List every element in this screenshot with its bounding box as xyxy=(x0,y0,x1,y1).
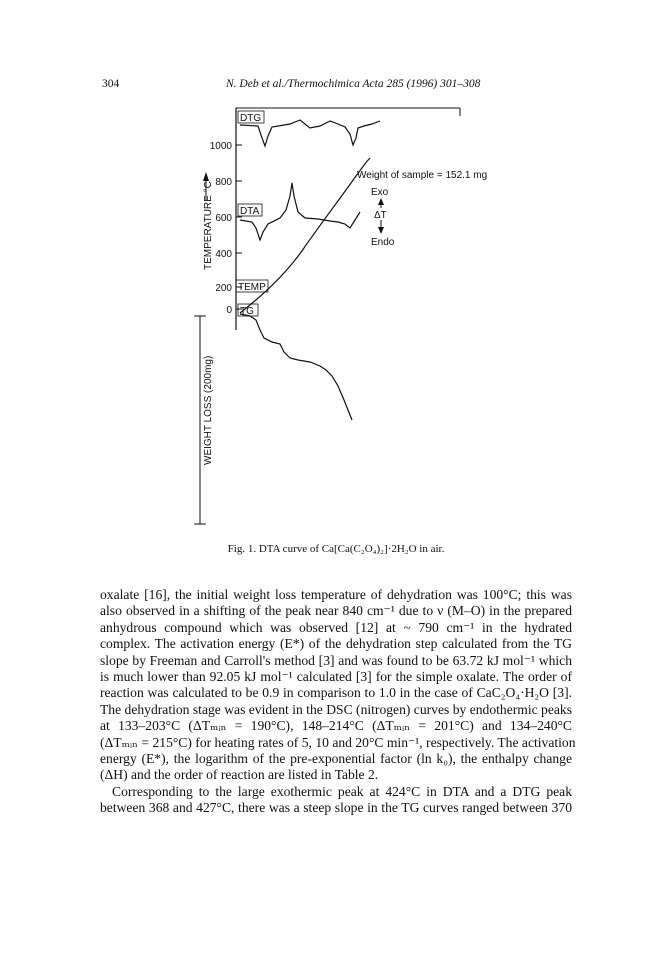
delta-t-arrow-up xyxy=(378,198,384,205)
page-number: 304 xyxy=(102,78,120,90)
body-line-6: is much lower than 92.05 kJ mol⁻¹ calculated [3] for the simple oxalate. The order of xyxy=(100,669,572,685)
endo-label: Endo xyxy=(371,237,395,248)
temperature-axis-title: TEMPERATURE °C xyxy=(203,181,214,270)
dta-label: DTA xyxy=(240,206,260,217)
body-line-8: The dehydration stage was evident in the DSC (nitrogen) curves by endothermic peaks xyxy=(100,701,572,717)
body-line-5: slope by Freeman and Carroll's method [3] and was found to be 63.72 kJ mol⁻¹ which xyxy=(100,652,572,668)
sample-weight-annotation: Weight of sample = 152.1 mg xyxy=(357,170,488,181)
body-text xyxy=(100,587,576,817)
body-line-14: between 368 and 427°C, there was a steep slope in the TG curves ranged between 370 xyxy=(100,800,572,816)
body-line-1: oxalate [16], the initial weight loss temperature of dehydration was 100°C; this was xyxy=(100,587,572,602)
tick-label-1000: 1000 xyxy=(209,141,232,152)
body-line-10: (ΔTₘᵢₙ = 215°C) for heating rates of 5, 10 and 20°C min⁻¹, respectively. The activation xyxy=(100,734,576,750)
exo-label: Exo xyxy=(371,187,389,198)
delta-t-arrow-down xyxy=(378,227,384,234)
body-line-3: anhydrous compound which was observed [12] at ~ 790 cm⁻¹ in the hydrated xyxy=(100,619,572,635)
weight-loss-axis-title: WEIGHT LOSS (200mg) xyxy=(203,355,214,465)
temp-label: TEMP xyxy=(238,282,266,293)
tg-curve xyxy=(240,314,352,420)
tg-label: TG xyxy=(240,306,254,317)
body-line-13: Corresponding to the large exothermic peak at 424°C in DTA and a DTG peak xyxy=(112,783,572,799)
body-line-2: also observed in a shifting of the peak near 840 cm⁻¹ due to ν (M–O) in the prepared xyxy=(100,603,572,619)
dtg-label: DTG xyxy=(240,113,262,124)
tick-label-0: 0 xyxy=(226,305,232,316)
body-line-9: at 133–203°C (ΔTₘᵢₙ = 190°C), 148–214°C (ΔTₘᵢₙ = 201°C) and 134–240°C xyxy=(100,718,572,734)
body-line-4: complex. The activation energy (E*) of the dehydration step calculated from the TG xyxy=(100,636,572,652)
delta-t-label: ΔT xyxy=(374,210,387,221)
body-line-11: energy (E*), the logarithm of the pre-exponential factor (ln k₀), the enthalpy change xyxy=(100,751,572,767)
journal-reference: N. Deb et al./Thermochimica Acta 285 (1996) 301–308 xyxy=(226,78,481,90)
tick-label-800: 800 xyxy=(215,177,232,188)
tick-label-600: 600 xyxy=(215,213,232,224)
tick-label-400: 400 xyxy=(215,249,232,260)
figure-caption: Fig. 1. DTA curve of Ca[Ca(C₂O₄)₂]·2H₂O in air. xyxy=(227,543,445,555)
body-line-7: reaction was calculated to be 0.9 in comparison to 1.0 in the case of CaC₂O₄·H₂O [3]. xyxy=(100,685,572,701)
temperature-arrow-head xyxy=(203,172,209,181)
tick-label-200: 200 xyxy=(215,283,232,294)
body-line-12: (ΔH) and the order of reaction are listed in Table 2. xyxy=(100,767,379,783)
